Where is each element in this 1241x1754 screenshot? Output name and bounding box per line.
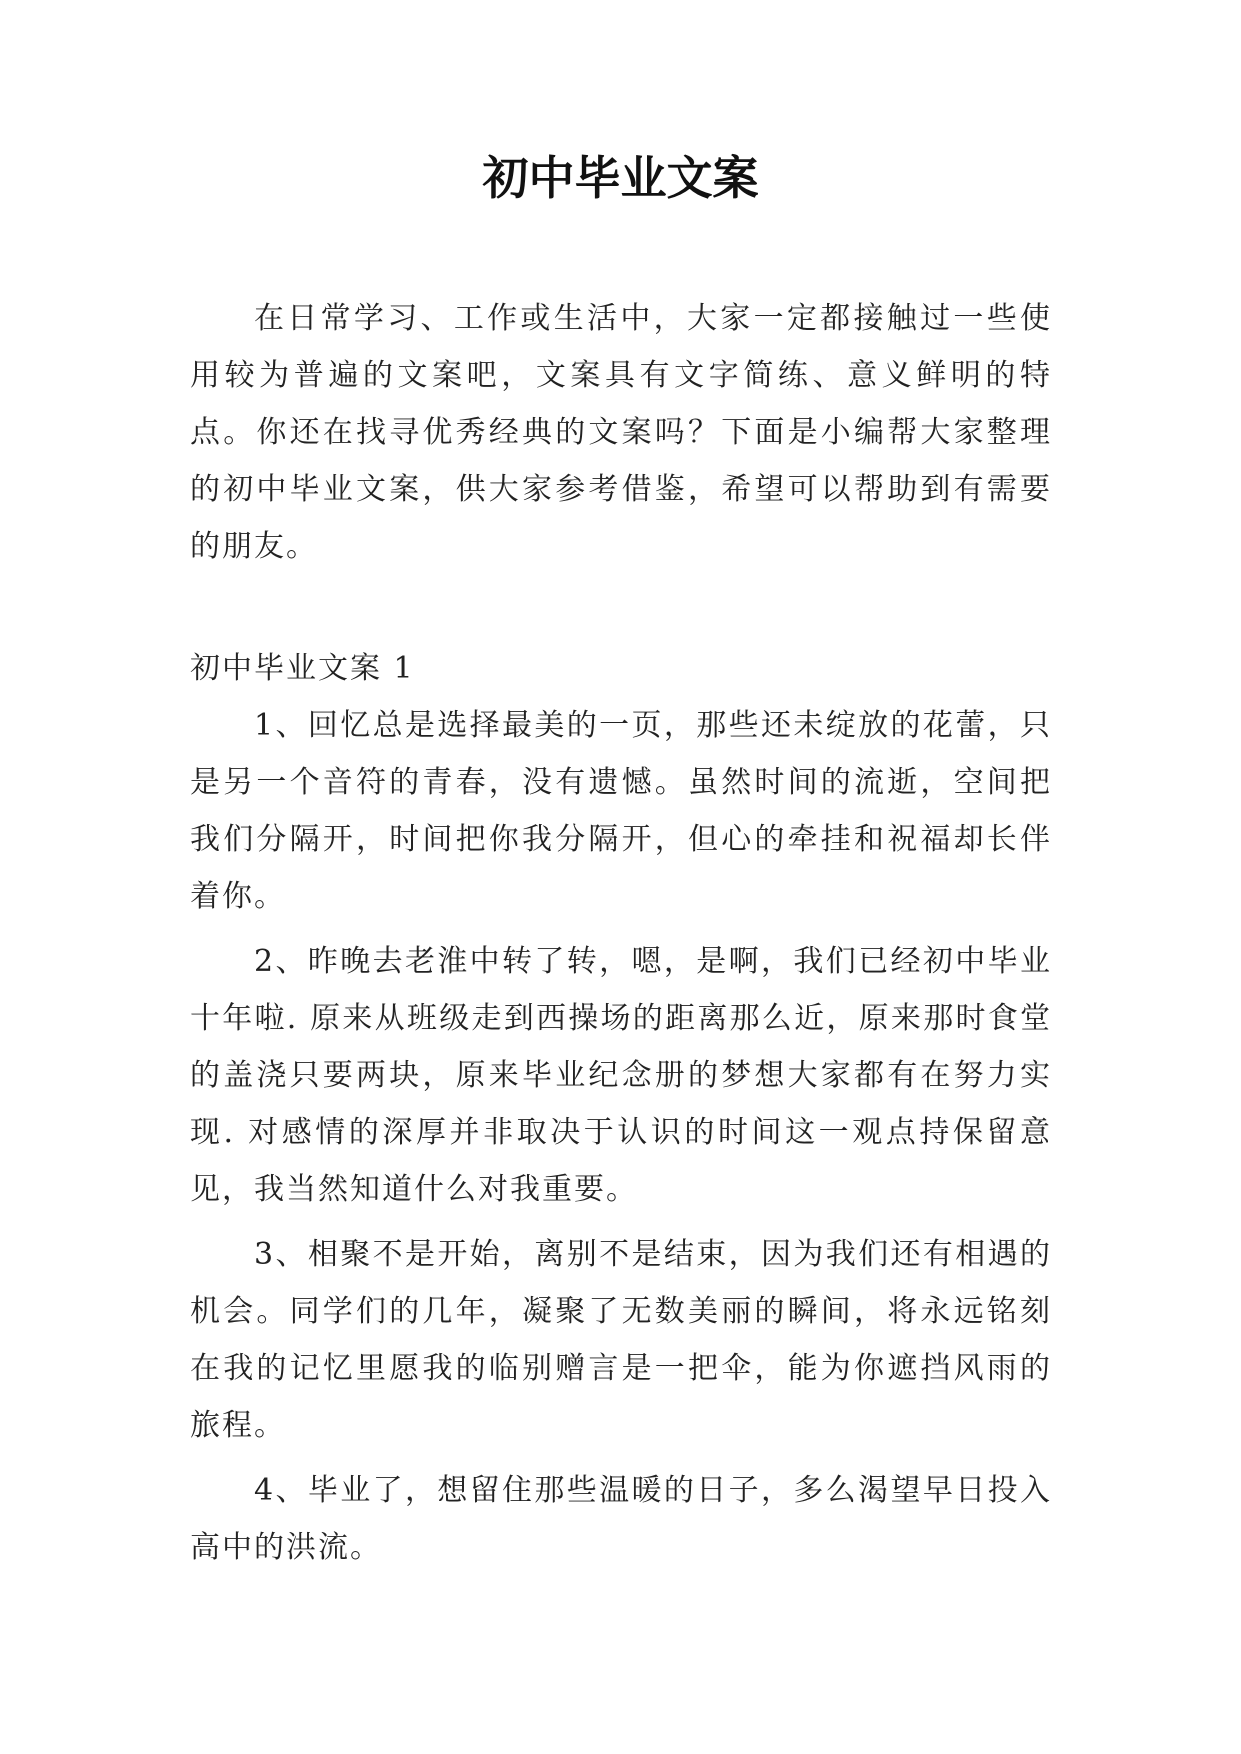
entry-paragraph: 2、昨晚去老淮中转了转，嗯，是啊，我们已经初中毕业十年啦. 原来从班级走到西操场的距离那么近，原来那时食堂的盖浇只要两块，原来毕业纪念册的梦想大家都有在努力实现. 对感情的深厚并非取决于认识的时间这一观点持保留意见，我当然知道什么对我重要。 <box>190 944 1052 1207</box>
entry-paragraph: 4、毕业了，想留住那些温暖的日子，多么渴望早日投入高中的洪流。 <box>190 1473 1052 1565</box>
section-heading: 初中毕业文案 1 <box>190 651 415 686</box>
intro-section <box>190 290 1052 575</box>
document-title: 初中毕业文案 <box>482 151 759 205</box>
entry-paragraph: 3、相聚不是开始，离别不是结束，因为我们还有相遇的机会。同学们的几年，凝聚了无数美丽的瞬间，将永远铭刻在我的记忆里愿我的临别赠言是一把伞，能为你遮挡风雨的旅程。 <box>190 1237 1052 1443</box>
entries-list <box>190 697 1052 1584</box>
entry-paragraph: 1、回忆总是选择最美的一页，那些还未绽放的花蕾，只是另一个音符的青春，没有遗憾。虽然时间的流逝，空间把我们分隔开，时间把你我分隔开，但心的牵挂和祝福却长伴着你。 <box>190 708 1052 914</box>
intro-paragraph: 在日常学习、工作或生活中，大家一定都接触过一些使用较为普遍的文案吧，文案具有文字简练、意义鲜明的特点。你还在找寻优秀经典的文案吗？下面是小编帮大家整理的初中毕业文案，供大家参考借鉴，希望可以帮助到有需要的朋友。 <box>190 301 1052 564</box>
